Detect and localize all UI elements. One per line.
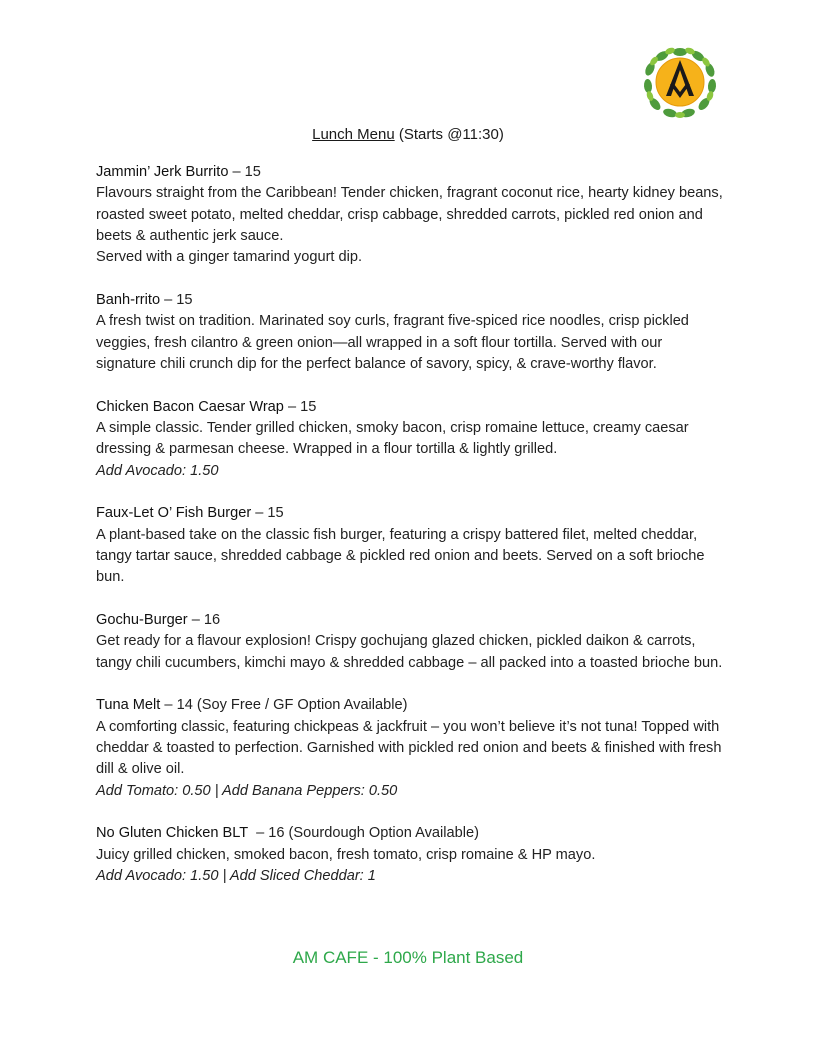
menu-item	[96, 610, 726, 674]
item-price: – 15	[228, 164, 261, 180]
item-description: Flavours straight from the Caribbean! Tender chicken, fragrant coconut rice, hearty kidney beans, roasted sweet potato, melted cheddar, crisp cabbage, shredded carrots, pickled red onion and beets & authentic jerk sauce.	[96, 185, 723, 244]
item-price: – 15	[160, 291, 193, 308]
item-description: Get ready for a flavour explosion! Crispy gochujang glazed chicken, pickled daikon & carrots, tangy chili cucumbers, kimchi mayo & shredded cabbage – all packed into a toasted brioche bun.	[96, 633, 723, 671]
item-name: Jammin’ Jerk Burrito	[96, 164, 229, 180]
menu-item	[96, 695, 726, 801]
footer-tagline: AM CAFE - 100% Plant Based	[292, 948, 524, 967]
item-addon: Add Avocado: 1.50 | Add Sliced Cheddar: 1	[96, 868, 376, 885]
menu-heading	[0, 124, 816, 146]
menu-item	[96, 290, 726, 375]
item-description: A comforting classic, featuring chickpeas & jackfruit – you won’t believe it’s not tuna! Topped with cheddar & toasted to perfection. Garnished with pickled red onion and beets & finished with fresh dill & olive oil.	[96, 718, 722, 778]
menu-item	[96, 397, 726, 482]
item-name: No Gluten Chicken BLT	[96, 825, 248, 842]
menu-item	[96, 823, 726, 887]
menu-title: Lunch Menu	[312, 126, 395, 143]
item-price: – 15	[283, 398, 317, 415]
item-description: A plant-based take on the classic fish burger, featuring a crispy battered filet, melted cheddar, tangy tartar sauce, shredded cabbage & pickled red onion and beets. Served on a soft brioche bun.	[96, 526, 705, 586]
item-price: – 15	[251, 505, 284, 522]
menu-items	[96, 162, 726, 909]
item-price: – 16 (Sourdough Option Available)	[247, 825, 479, 842]
item-name: Gochu-Burger	[96, 612, 188, 629]
item-addon: Add Tomato: 0.50 | Add Banana Peppers: 0.50	[96, 782, 398, 799]
item-name: Chicken Bacon Caesar Wrap	[96, 398, 284, 415]
item-price: – 16	[187, 612, 221, 629]
item-name: Faux-Let O’ Fish Burger	[96, 505, 252, 522]
item-name: Banh-rrito	[96, 291, 161, 308]
item-addon: Add Avocado: 1.50	[96, 462, 219, 479]
item-description: Juicy grilled chicken, smoked bacon, fresh tomato, crisp romaine & HP mayo.	[96, 846, 596, 863]
item-description: A fresh twist on tradition. Marinated soy curls, fragrant five-spiced rice noodles, crisp pickled veggies, fresh cilantro & green onion—all wrapped in a soft flour tortilla. Served with our signature chili crunch dip for the perfect balance of savory, spicy, & crave-worthy flavor.	[96, 313, 689, 372]
menu-start-time: (Starts @11:30)	[398, 126, 504, 143]
item-description: A simple classic. Tender grilled chicken, smoky bacon, crisp romaine lettuce, creamy caesar dressing & parmesan cheese. Wrapped in a flour tortilla & lightly grilled.	[96, 419, 689, 458]
leaf-wreath-logo-icon	[640, 46, 720, 118]
menu-item	[96, 162, 726, 268]
menu-item	[96, 503, 726, 588]
item-name: Tuna Melt	[96, 697, 161, 714]
item-price: – 14 (Soy Free / GF Option Available)	[160, 697, 408, 714]
cafe-logo	[640, 46, 720, 118]
item-side: Served with a ginger tamarind yogurt dip.	[96, 249, 363, 266]
